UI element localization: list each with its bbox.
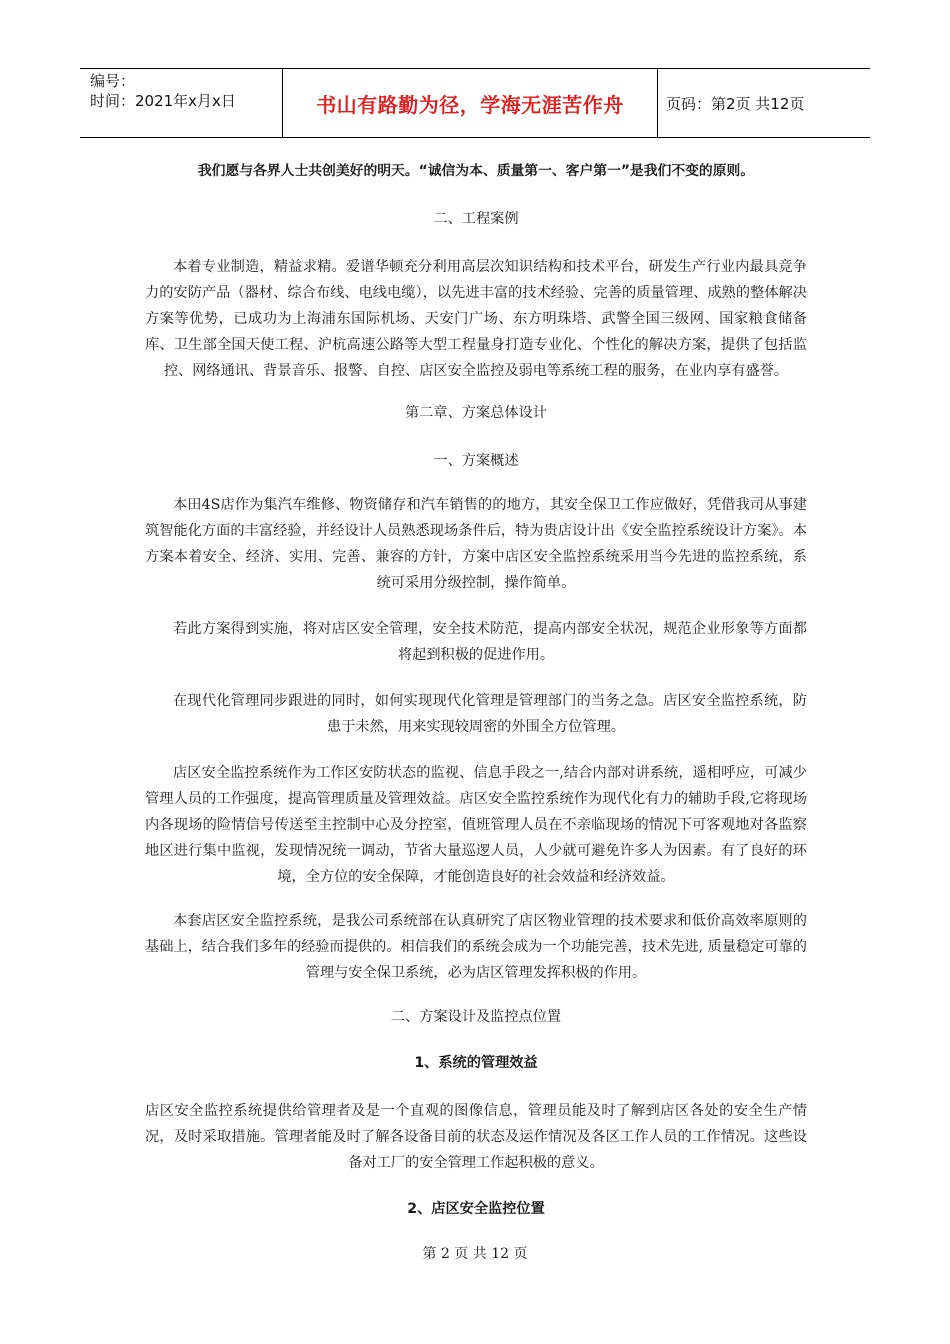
motto-text: 书山有路勤为径，学海无涯苦作舟: [316, 92, 624, 117]
overview-paragraph-2: 若此方案得到实施，将对店区安全管理，安全技术防范，提高内部安全状况，规范企业形象等方面都将起到积极的促进作用。: [173, 621, 807, 663]
subheading-benefit: 1、系统的管理效益: [414, 1055, 538, 1071]
header-left-cell: [80, 69, 282, 137]
header-motto-cell: [282, 69, 658, 137]
header-table: [80, 68, 870, 138]
section-heading-design: 二、方案设计及监控点位置: [390, 1009, 562, 1025]
subheading-location: 2、店区安全监控位置: [407, 1201, 545, 1217]
overview-paragraph-1: 本田4S店作为集汽车维修、物资储存和汽车销售的的地方，其安全保卫工作应做好，凭借我司从事建筑智能化方面的丰富经验，并经设计人员熟悉现场条件后，特为贵店设计出《安全监控系统设计方案》。本方案本着安全、经济、实用、完善、兼容的方针，方案中店区安全监控系统采用当今先进的监控系统，系统可采用分级控制，操作简单。: [145, 497, 807, 591]
time-label: 时间：2021年x月x日: [90, 92, 236, 110]
overview-paragraph-4: 店区安全监控系统作为工作区安防状态的监视、信息手段之一,结合内部对讲系统，遥相呼应，可减少管理人员的工作强度，提高管理质量及管理效益。店区安全监控系统作为现代化有力的辅助手段,它将现场内各现场的险情信号传送至主控制中心及分控室，值班管理人员在不亲临现场的情况下可客观地对各监察地区进行集中监视，发现情况统一调动，节省大量巡逻人员，人少就可避免许多人为因素。有了良好的环境，全方位的安全保障，才能创造良好的社会效益和经济效益。: [145, 765, 807, 885]
header-page-info: 页码：第2页 共12页: [666, 94, 805, 113]
section-heading-overview: 一、方案概述: [433, 453, 519, 469]
page-footer: 第 2 页 共 12 页: [422, 1246, 528, 1262]
number-label: 编号：: [90, 72, 136, 90]
intro-paragraph: 我们愿与各界人士共创美好的明天。“诚信为本、质量第一、客户第一”是我们不变的原则。: [197, 163, 755, 179]
cases-paragraph: 本着专业制造，精益求精。爱谱华顿充分利用高层次知识结构和技术平台，研发生产行业内最具竞争力的安防产品（器材、综合布线、电线电缆），以先进丰富的技术经验、完善的质量管理、成熟的整体解决方案等优势，已成功为上海浦东国际机场、天安门广场、东方明珠塔、武警全国三级网、国家粮食储备库、卫生部全国天使工程、沪杭高速公路等大型工程量身打造专业化、个性化的解决方案，提供了包括监控、网络通讯、背景音乐、报警、自控、店区安全监控及弱电等系统工程的服务，在业内享有盛誉。: [145, 259, 807, 379]
overview-paragraph-5: 本套店区安全监控系统，是我公司系统部在认真研究了店区物业管理的技术要求和低价高效率原则的基础上，结合我们多年的经验而提供的。相信我们的系统会成为一个功能完善，技术先进, 质量稳定可靠的管理与安全保卫系统，必为店区管理发挥积极的作用。: [145, 913, 807, 981]
overview-paragraph-3: 在现代化管理同步跟进的同时，如何实现现代化管理是管理部门的当务之急。店区安全监控系统，防患于未然，用来实现较周密的外围全方位管理。: [173, 693, 807, 735]
section-heading-cases: 二、工程案例: [433, 211, 519, 227]
benefit-paragraph: 店区安全监控系统提供给管理者及是一个直观的图像信息，管理员能及时了解到店区各处的安全生产情况，及时采取措施。管理者能及时了解各设备目前的状态及运作情况及各区工作人员的工作情况。这些设备对工厂的安全管理工作起积极的意义。: [145, 1103, 807, 1171]
chapter-heading: 第二章、方案总体设计: [405, 405, 547, 421]
